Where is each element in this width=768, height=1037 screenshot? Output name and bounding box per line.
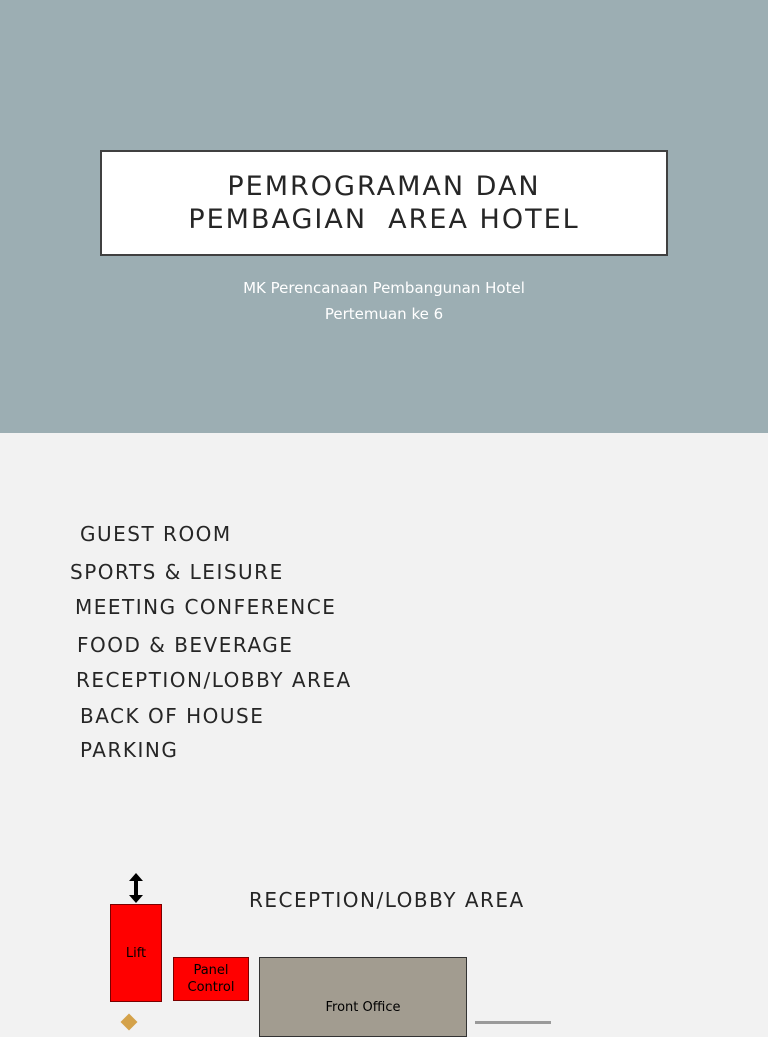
lift-label: Lift xyxy=(125,945,147,961)
area-guest-room: GUEST ROOM xyxy=(80,522,232,546)
area-meeting-conference: MEETING CONFERENCE xyxy=(75,595,337,619)
area-back-of-house: BACK OF HOUSE xyxy=(80,704,265,728)
title-line-2: PEMBAGIAN AREA HOTEL xyxy=(188,204,580,235)
panel-control-box xyxy=(173,957,249,1001)
vertical-arrow-icon xyxy=(126,872,146,904)
area-reception-lobby: RECEPTION/LOBBY AREA xyxy=(76,668,352,692)
subtitle-meeting: Pertemuan ke 6 xyxy=(324,305,444,323)
area-sports-leisure: SPORTS & LEISURE xyxy=(70,560,284,584)
lift-box xyxy=(110,904,162,1002)
area-parking: PARKING xyxy=(80,738,179,762)
subtitle-course: MK Perencanaan Pembangunan Hotel xyxy=(243,279,525,297)
area-food-beverage: FOOD & BEVERAGE xyxy=(77,633,294,657)
lobby-slide-title: RECEPTION/LOBBY AREA xyxy=(249,888,525,912)
title-line-1: PEMROGRAMAN DAN xyxy=(227,171,541,202)
title-slide xyxy=(0,0,768,433)
panel-label-line-1: Panel xyxy=(193,963,229,978)
front-office-box xyxy=(259,957,467,1037)
panel-label-line-2: Control xyxy=(187,980,235,995)
title-box xyxy=(100,150,668,256)
front-office-label: Front Office xyxy=(325,1000,401,1015)
